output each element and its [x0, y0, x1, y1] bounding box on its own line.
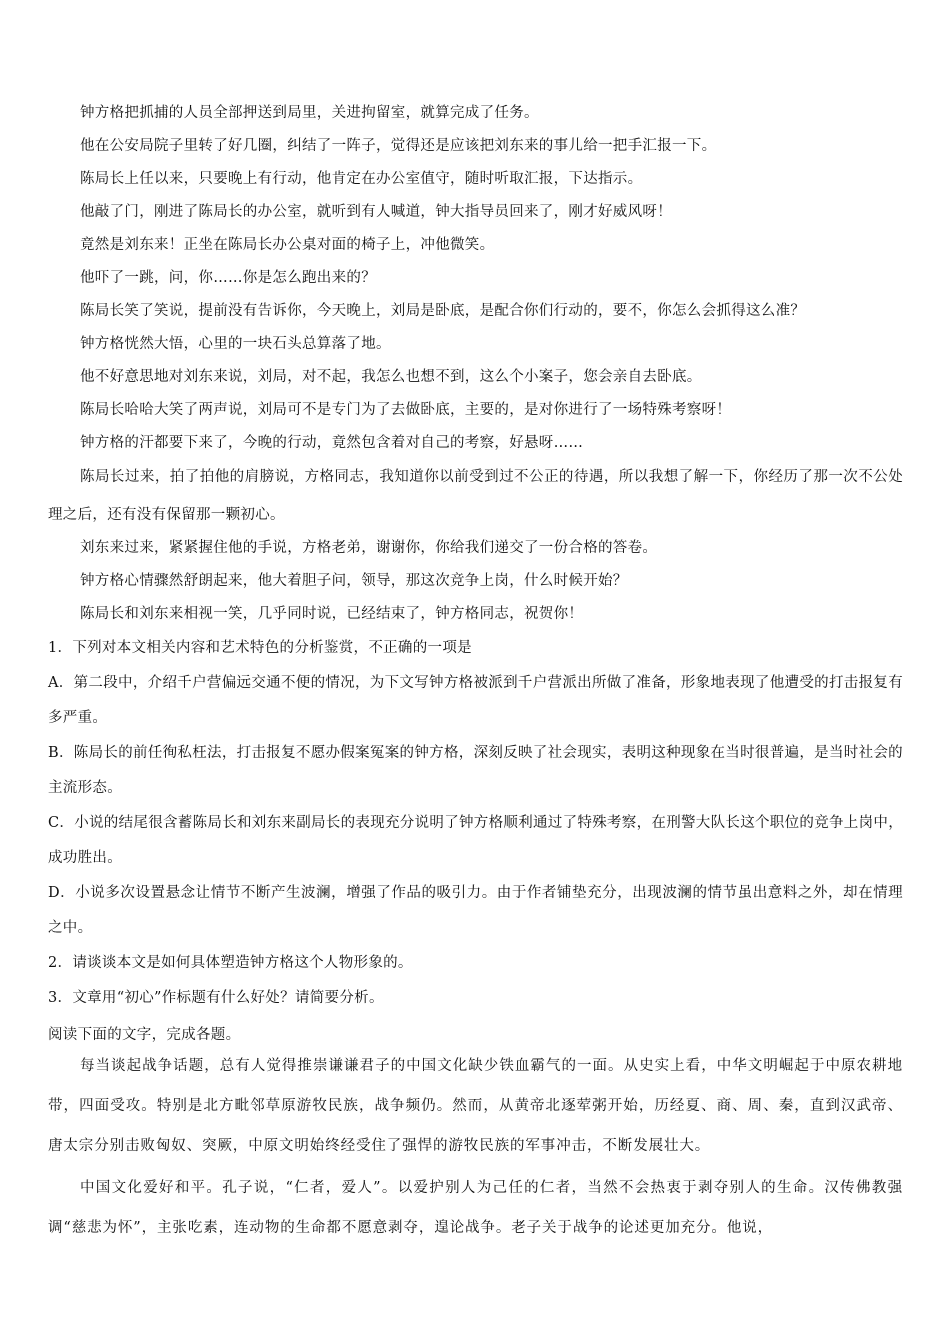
essay-paragraph: 每当谈起战争话题，总有人觉得推崇谦谦君子的中国文化缺少铁血霸气的一面。从史实上看，中华文明崛起于中原农耕地带，四面受攻。特别是北方毗邻草原游牧民族，战争频仍。然而，从黄帝北逐荤粥开始，历经夏、商、周、秦，直到汉武帝、唐太宗分别击败匈奴、突厥，中原文明始终经受住了强悍的游牧民族的军事冲击，不断发展壮大。	[48, 1058, 903, 1154]
story-paragraph: 刘东来过来，紧紧握住他的手说，方格老弟，谢谢你，你给我们递交了一份合格的答卷。	[80, 540, 658, 556]
option-b: B．陈局长的前任徇私枉法，打击报复不愿办假案冤案的钟方格，深刻反映了社会现实，表明这种现象在当时很普遍，是当时社会的主流形态。	[48, 745, 903, 796]
story-paragraph: 陈局长过来，拍了拍他的肩膀说，方格同志，我知道你以前受到过不公正的待遇，所以我想了解一下，你经历了那一次不公处理之后，还有没有保留那一颗初心。	[48, 469, 903, 523]
story-paragraph: 钟方格心情骤然舒朗起来，他大着胆子问，领导，那这次竞争上岗，什么时候开始？	[80, 573, 628, 589]
story-paragraph: 他敲了门，刚进了陈局长的办公室，就听到有人喊道，钟大指导员回来了，刚才好威风呀！	[80, 204, 672, 220]
story-paragraph: 钟方格恍然大悟，心里的一块石头总算落了地。	[80, 336, 391, 352]
story-paragraph: 陈局长和刘东来相视一笑，几乎同时说，已经结束了，钟方格同志，祝贺你！	[80, 606, 584, 622]
story-paragraph: 他在公安局院子里转了好几圈，纠结了一阵子，觉得还是应该把刘东来的事儿给一把手汇报一下。	[80, 138, 717, 154]
story-paragraph: 钟方格的汗都要下来了，今晚的行动，竟然包含着对自己的考察，好悬呀……	[80, 435, 584, 451]
story-paragraph: 陈局长笑了笑说，提前没有告诉你，今天晚上，刘局是卧底，是配合你们行动的，要不，你怎么会抓得这么准？	[80, 303, 806, 319]
story-paragraph: 竟然是刘东来！正坐在陈局长办公桌对面的椅子上，冲他微笑。	[80, 237, 495, 253]
story-paragraph: 他不好意思地对刘东来说，刘局，对不起，我怎么也想不到，这么个小案子，您会亲自去卧底。	[80, 369, 702, 385]
story-paragraph: 钟方格把抓捕的人员全部押送到局里，关进拘留室，就算完成了任务。	[80, 105, 539, 121]
option-c: C．小说的结尾很含蓄陈局长和刘东来副局长的表现充分说明了钟方格顺利通过了特殊考察，在刑警大队长这个职位的竞争上岗中，成功胜出。	[48, 815, 903, 866]
option-d: D．小说多次设置悬念让情节不断产生波澜，增强了作品的吸引力。由于作者铺垫充分，出现波澜的情节虽出意料之外，却在情理之中。	[48, 885, 903, 936]
story-paragraph: 陈局长上任以来，只要晚上有行动，他肯定在办公室值守，随时听取汇报，下达指示。	[80, 171, 643, 187]
reading-instruction: 阅读下面的文字，完成各题。	[48, 1027, 241, 1043]
question-1: 1．下列对本文相关内容和艺术特色的分析鉴赏，不正确的一项是	[48, 640, 472, 656]
story-paragraph: 他吓了一跳，问，你……你是怎么跑出来的？	[80, 270, 376, 286]
option-a: A．第二段中，介绍千户营偏远交通不便的情况，为下文写钟方格被派到千户营派出所做了准备，形象地表现了他遭受的打击报复有多严重。	[48, 675, 903, 726]
question-3: 3．文章用“初心”作标题有什么好处？请简要分析。	[48, 990, 384, 1006]
question-2: 2．请谈谈本文是如何具体塑造钟方格这个人物形象的。	[48, 955, 413, 971]
story-paragraph: 陈局长哈哈大笑了两声说，刘局可不是专门为了去做卧底，主要的，是对你进行了一场特殊考察呀！	[80, 402, 732, 418]
essay-paragraph: 中国文化爱好和平。孔子说，“仁者，爱人”。以爱护别人为己任的仁者，当然不会热衷于剥夺别人的生命。汉传佛教强调“慈悲为怀”，主张吃素，连动物的生命都不愿意剥夺，遑论战争。老子关于战争的论述更加充分。他说，	[48, 1180, 903, 1236]
